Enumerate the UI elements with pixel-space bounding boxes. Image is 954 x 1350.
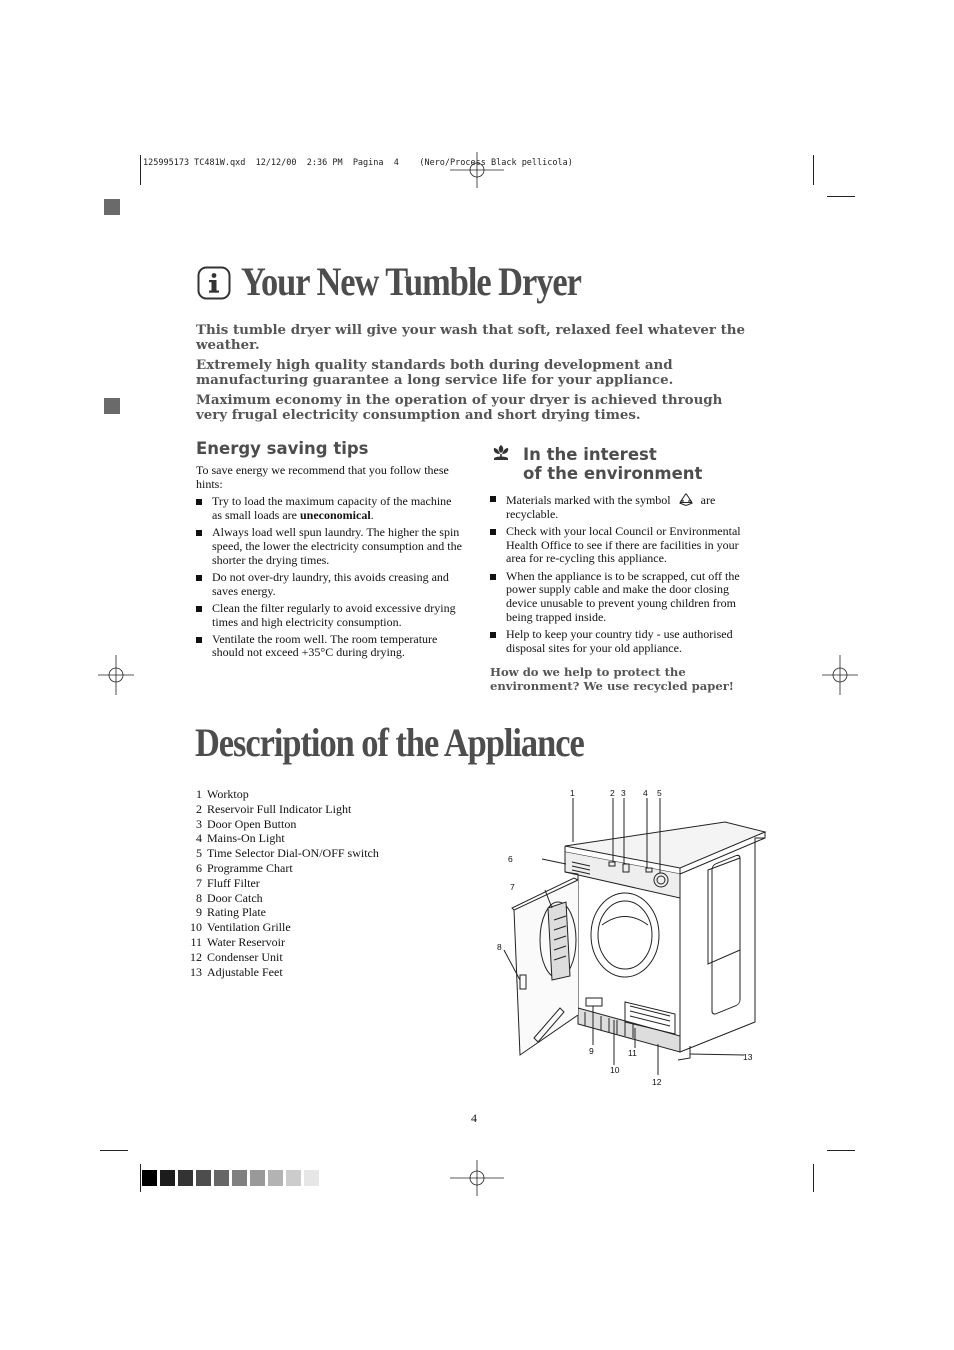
list-item: Try to load the maximum capacity of the machine as small loads are uneconomical. [196,495,464,522]
list-item: 9 Rating Plate [196,905,266,920]
registration-mark-left [98,655,134,695]
color-swatch [142,1170,157,1186]
list-item: Materials marked with the symbol are recyclable. [490,492,755,521]
section-title: Description of the Appliance [195,720,584,765]
list-item: Clean the filter regularly to avoid excessive drying times and high electricity consumption. [196,602,464,629]
list-item: When the appliance is to be scrapped, cut off the power supply cable and make the door closing device unusable to prevent young children from being trapped inside. [490,570,755,625]
energy-tips-heading: Energy saving tips [196,439,369,458]
margin-marker-middle [104,398,120,414]
page-title: Your New Tumble Dryer [241,259,581,304]
environment-heading: In the interest of the environment [523,445,703,483]
environment-section [490,492,755,693]
callout-label: 7 [510,882,515,892]
color-swatch [178,1170,193,1186]
color-swatch [250,1170,265,1186]
recycle-icon [677,492,695,507]
intro-paragraph: Extremely high quality standards both during development and manufacturing guarantee a long service life for your appliance. [196,357,674,388]
callout-label: 13 [743,1052,753,1062]
list-item: 3 Door Open Button [196,816,297,831]
list-item: Do not over-dry laundry, this avoids creasing and saves energy. [196,571,464,598]
page-number: 4 [471,1111,477,1125]
list-item: 6 Programme Chart [196,860,293,875]
color-swatch [304,1170,319,1186]
callout-label: 8 [497,942,502,952]
callout-label: 3 [621,788,626,798]
callout-label: 11 [628,1048,637,1058]
color-swatch [214,1170,229,1186]
intro-paragraph: Maximum economy in the operation of your dryer is achieved through very frugal electricity consumption and short drying times. [196,392,723,423]
callout-label: 10 [610,1065,620,1075]
callout-label: 4 [643,788,648,798]
color-swatch [286,1170,301,1186]
list-item: Check with your local Council or Environmental Health Office to see if there are facilities in your area for re-cycling this appliance. [490,525,755,566]
intro-paragraph: This tumble dryer will give your wash that soft, relaxed feel whatever the weather. [196,322,746,353]
list-item: 13 Adjustable Feet [190,964,283,979]
list-item: 8 Door Catch [196,890,263,905]
registration-mark-bottom [450,1158,504,1198]
callout-label: 1 [570,788,575,798]
recycled-paper-note: How do we help to protect the environment? We use recycled paper! [490,665,734,694]
info-icon [197,266,231,300]
color-swatch [196,1170,211,1186]
printer-slug: 125995173 TC481W.qxd 12/12/00 2:36 PM Pagina 4 (Nero/Process Black pellicola) [143,158,573,168]
list-item: 2 Reservoir Full Indicator Light [196,801,352,816]
list-item: 11 Water Reservoir [190,934,285,949]
list-item: 4 Mains-On Light [196,831,285,846]
margin-marker-top [104,199,120,215]
intro-text [196,323,751,428]
callout-label: 12 [652,1077,662,1087]
callout-label: 5 [657,788,662,798]
color-swatch [268,1170,283,1186]
energy-tips-lead: To save energy we recommend that you follow these hints: [196,463,449,491]
color-swatch [160,1170,175,1186]
list-item: 7 Fluff Filter [196,875,260,890]
registration-mark-right [822,655,858,695]
parts-list [188,787,379,979]
energy-tips-section [196,439,464,664]
energy-tips-list [196,495,464,660]
list-item: 1 Worktop [196,787,249,801]
callout-label: 6 [508,854,513,864]
list-item: Help to keep your country tidy - use authorised disposal sites for your old appliance. [490,628,755,655]
list-item: 10 Ventilation Grille [190,920,291,935]
flower-icon [490,443,512,463]
list-item: 5 Time Selector Dial-ON/OFF switch [196,846,379,861]
list-item: Always load well spun laundry. The higher the spin speed, the lower the electricity consumption and the shorter the drying times. [196,526,464,567]
tumble-dryer-diagram [490,790,770,1090]
callout-label: 2 [610,788,615,798]
list-item: Ventilate the room well. The room temperature should not exceed +35°C during drying. [196,633,464,660]
color-swatch [232,1170,247,1186]
list-item: 12 Condenser Unit [190,949,283,964]
environment-list [490,492,755,655]
registration-mark-top [450,150,504,190]
callout-label: 9 [589,1046,594,1056]
